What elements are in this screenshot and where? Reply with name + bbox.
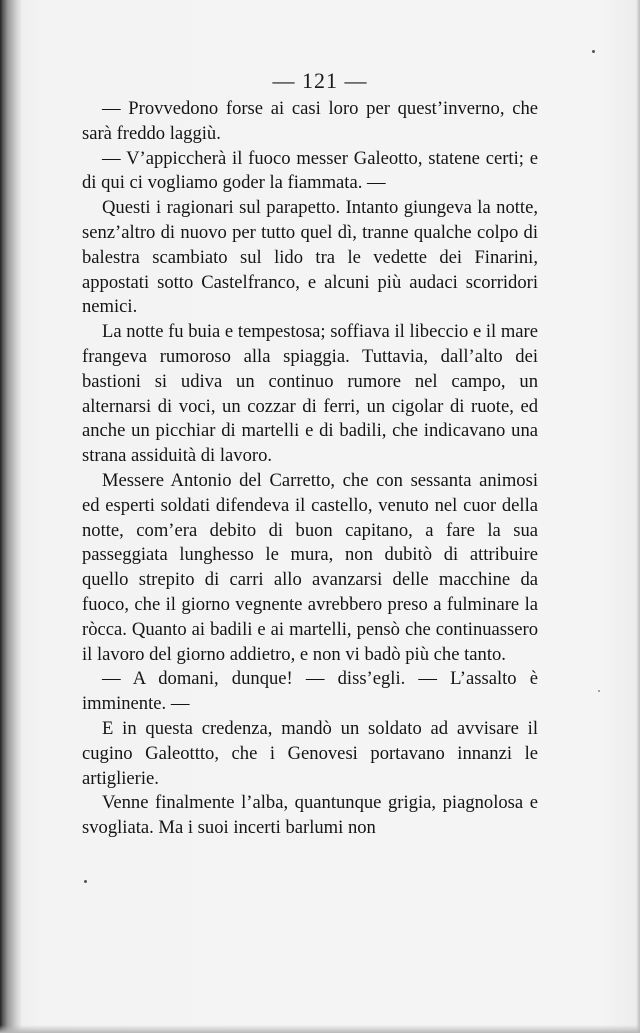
print-speck <box>592 50 595 53</box>
paragraph-3: Questi i ragionari sul parapetto. Intanto giungeva la notte, senz’altro di nuovo per tutto quel dì, tranne qualche colpo di balestra scambiato sul lido tra le vedette dei Finarini, appostati sotto Castelfranco, e alcuni più audaci scorridori nemici. <box>82 197 538 318</box>
print-speck <box>598 690 600 692</box>
paragraph-7: E in questa credenza, mandò un soldato ad avvisare il cugino Galeottto, che i Genovesi portavano innanzi le artiglierie. <box>82 717 538 789</box>
paragraph-4: La notte fu buia e tempestosa; soffiava il libeccio e il mare frangeva rumoroso alla spiaggia. Tuttavia, dall’alto dei bastioni si udiva un continuo rumore nel campo, un alternarsi di voci, un cozzar di ferri, un cigolar di ruote, ed anche un picchiar di martelli e di badili, che indicavano una strana assiduità di lavoro. <box>82 321 538 467</box>
page-bottom-edge <box>0 1025 640 1033</box>
page-number: — 121 — <box>272 68 368 93</box>
paragraph-8: Venne finalmente l’alba, quantunque grigia, piagnolosa e svogliata. Ma i suoi incerti barlumi non <box>82 792 538 839</box>
page-gutter-shadow <box>0 0 22 1033</box>
page-body <box>82 97 538 841</box>
paragraph-5: Messere Antonio del Carretto, che con sessanta animosi ed esperti soldati difendeva il castello, venuto nel cuor della notte, com’era debito di buon capitano, a fare la sua passeggiata lunghesso le mura, non dubitò di attribuire quello strepito di carri allo avanzarsi delle macchine da fuoco, che il giorno vegnente avrebbero preso a fulminare la ròcca. Quanto ai badili e ai martelli, pensò che continuassero il lavoro del giorno addietro, e non vi badò più che tanto. <box>82 469 538 665</box>
page-right-edge <box>636 0 640 1033</box>
paragraph-2: — V’appiccherà il fuoco messer Galeotto, statene certi; e di qui ci vogliamo goder la fiammata. — <box>82 147 538 194</box>
paragraph-6: — A domani, dunque! — diss’egli. — L’assalto è imminente. — <box>82 668 538 715</box>
paragraph-1: — Provvedono forse ai casi loro per quest’inverno, che sarà freddo laggiù. <box>82 98 538 144</box>
print-speck <box>84 880 87 883</box>
